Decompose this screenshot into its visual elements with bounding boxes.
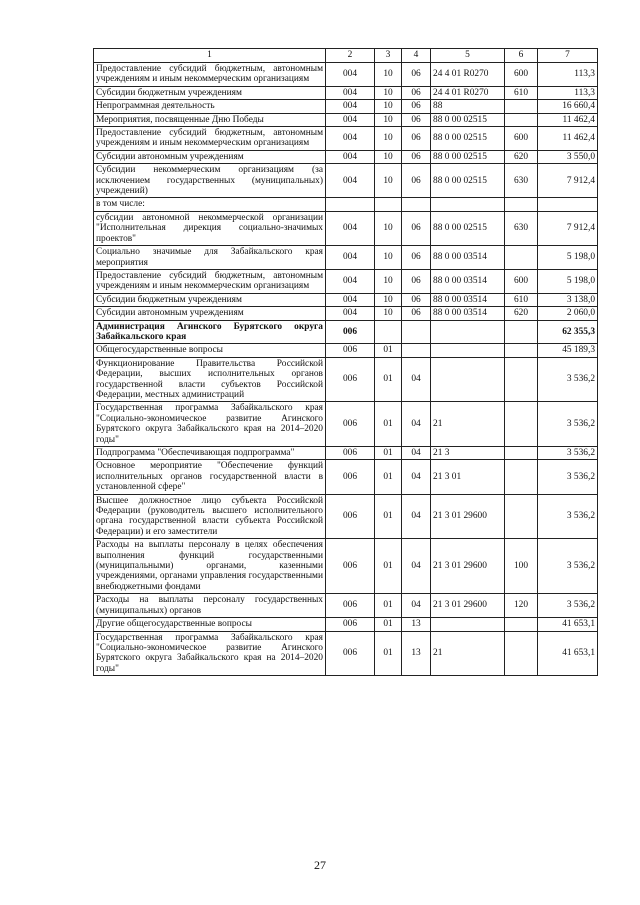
table-row: [94, 86, 598, 99]
row-admin-code: 006: [326, 631, 375, 676]
row-expense-type: [505, 402, 538, 447]
row-subsection: [402, 344, 431, 357]
row-name: Расходы на выплаты персоналу в целях обеспечения выполнения функций государственными (муниципальными) органами, казенными учреждениями, органами управления государственными внебюджетными фондами: [94, 539, 326, 594]
row-section: 10: [375, 293, 402, 306]
row-target-article: 88 0 00 03514: [431, 269, 505, 293]
row-amount: 11 462,4: [538, 113, 598, 126]
row-target-article: [431, 357, 505, 402]
row-admin-code: 006: [326, 402, 375, 447]
row-subsection: 06: [402, 127, 431, 151]
row-target-article: 21 3 01 29600: [431, 594, 505, 618]
row-name: Расходы на выплаты персоналу государственных (муниципальных) органов: [94, 594, 326, 618]
row-admin-code: 004: [326, 100, 375, 113]
row-target-article: 21: [431, 402, 505, 447]
table-row: [94, 494, 598, 539]
row-name: Подпрограмма "Обеспечивающая подпрограмма": [94, 447, 326, 460]
row-amount: 62 355,3: [538, 320, 598, 344]
row-name: Предоставление субсидий бюджетным, автономным учреждениям и иным некоммерческим организациям: [94, 63, 326, 87]
row-target-article: 21 3 01: [431, 460, 505, 494]
row-subsection: 13: [402, 631, 431, 676]
row-expense-type: 120: [505, 594, 538, 618]
row-subsection: 06: [402, 293, 431, 306]
row-section: 01: [375, 460, 402, 494]
row-section: 10: [375, 164, 402, 198]
row-admin-code: 004: [326, 293, 375, 306]
row-amount: 3 536,2: [538, 460, 598, 494]
row-amount: 16 660,4: [538, 100, 598, 113]
row-admin-code: 004: [326, 127, 375, 151]
row-subsection: 04: [402, 447, 431, 460]
row-subsection: 06: [402, 150, 431, 163]
row-subsection: [402, 198, 431, 211]
table-row: [94, 113, 598, 126]
row-amount: 3 536,2: [538, 357, 598, 402]
row-admin-code: 004: [326, 150, 375, 163]
row-name: Субсидии бюджетным учреждениям: [94, 86, 326, 99]
row-admin-code: 006: [326, 594, 375, 618]
row-amount: 5 198,0: [538, 246, 598, 270]
row-target-article: [431, 198, 505, 211]
row-subsection: 06: [402, 246, 431, 270]
row-section: 10: [375, 150, 402, 163]
table-row: [94, 150, 598, 163]
row-expense-type: 630: [505, 164, 538, 198]
row-section: 01: [375, 344, 402, 357]
row-admin-code: 004: [326, 211, 375, 245]
row-name: Предоставление субсидий бюджетным, автономным учреждениям и иным некоммерческим организациям: [94, 127, 326, 151]
row-name: Администрация Агинского Бурятского округа Забайкальского края: [94, 320, 326, 344]
row-section: 10: [375, 307, 402, 320]
row-target-article: 88 0 00 02515: [431, 113, 505, 126]
table-row: [94, 63, 598, 87]
row-name: Предоставление субсидий бюджетным, автономным учреждениям и иным некоммерческим организациям: [94, 269, 326, 293]
header-col-1: 1: [94, 49, 326, 63]
row-subsection: 04: [402, 594, 431, 618]
row-admin-code: 004: [326, 113, 375, 126]
row-subsection: 06: [402, 211, 431, 245]
table-row: [94, 307, 598, 320]
row-amount: 3 138,0: [538, 293, 598, 306]
row-subsection: 06: [402, 63, 431, 87]
row-amount: 41 653,1: [538, 618, 598, 631]
budget-table: [93, 48, 598, 676]
table-row: [94, 100, 598, 113]
row-subsection: 04: [402, 402, 431, 447]
header-col-3: 3: [375, 49, 402, 63]
row-admin-code: 004: [326, 63, 375, 87]
row-section: 01: [375, 357, 402, 402]
row-section: 01: [375, 447, 402, 460]
row-admin-code: 004: [326, 269, 375, 293]
row-name: Субсидии некоммерческим организациям (за исключением государственных (муниципальных) учреждений): [94, 164, 326, 198]
row-name: Основное мероприятие "Обеспечение функций исполнительных органов государственной власти в установленной сфере": [94, 460, 326, 494]
row-name: Функционирование Правительства Российской Федерации, высших исполнительных органов государственной власти субъектов Российской Федерации, местных администраций: [94, 357, 326, 402]
table-body: [94, 63, 598, 676]
table-row: [94, 631, 598, 676]
row-section: [375, 198, 402, 211]
row-expense-type: [505, 198, 538, 211]
row-target-article: 21 3 01 29600: [431, 539, 505, 594]
row-expense-type: [505, 460, 538, 494]
row-expense-type: 600: [505, 63, 538, 87]
row-expense-type: 620: [505, 150, 538, 163]
table-row: [94, 402, 598, 447]
row-expense-type: 600: [505, 127, 538, 151]
table-row: [94, 269, 598, 293]
table-row: [94, 618, 598, 631]
row-name: субсидии автономной некоммерческой организации "Исполнительная дирекция социально-значимых проектов": [94, 211, 326, 245]
row-expense-type: [505, 618, 538, 631]
row-expense-type: [505, 113, 538, 126]
row-admin-code: [326, 198, 375, 211]
row-expense-type: [505, 100, 538, 113]
row-name: Субсидии автономным учреждениям: [94, 307, 326, 320]
row-section: 10: [375, 86, 402, 99]
row-expense-type: [505, 344, 538, 357]
row-name: Субсидии автономным учреждениям: [94, 150, 326, 163]
table-row: [94, 164, 598, 198]
row-section: 10: [375, 113, 402, 126]
row-section: 10: [375, 100, 402, 113]
table-row: [94, 539, 598, 594]
table-row: [94, 344, 598, 357]
row-amount: 3 536,2: [538, 494, 598, 539]
row-name: Общегосударственные вопросы: [94, 344, 326, 357]
row-amount: 11 462,4: [538, 127, 598, 151]
row-target-article: 88 0 00 03514: [431, 307, 505, 320]
table-row: [94, 594, 598, 618]
row-admin-code: 004: [326, 86, 375, 99]
table-row: [94, 293, 598, 306]
row-section: 01: [375, 494, 402, 539]
row-target-article: [431, 344, 505, 357]
row-admin-code: 006: [326, 618, 375, 631]
row-expense-type: [505, 320, 538, 344]
row-admin-code: 006: [326, 357, 375, 402]
row-subsection: 13: [402, 618, 431, 631]
row-amount: 113,3: [538, 63, 598, 87]
row-amount: 113,3: [538, 86, 598, 99]
row-admin-code: 006: [326, 320, 375, 344]
row-expense-type: [505, 494, 538, 539]
row-subsection: 06: [402, 164, 431, 198]
header-col-4: 4: [402, 49, 431, 63]
table-row: [94, 246, 598, 270]
row-target-article: [431, 320, 505, 344]
row-expense-type: [505, 246, 538, 270]
row-name: Государственная программа Забайкальского края "Социально-экономическое развитие Агинского Бурятского округа Забайкальского края на 2014–2020 годы": [94, 631, 326, 676]
table-row: [94, 211, 598, 245]
row-target-article: 88 0 00 02515: [431, 211, 505, 245]
row-target-article: 88 0 00 02515: [431, 150, 505, 163]
row-expense-type: [505, 447, 538, 460]
row-section: 10: [375, 269, 402, 293]
row-admin-code: 004: [326, 307, 375, 320]
row-subsection: 06: [402, 269, 431, 293]
row-amount: 7 912,4: [538, 211, 598, 245]
row-target-article: 88 0 00 03514: [431, 293, 505, 306]
header-col-6: 6: [505, 49, 538, 63]
row-admin-code: 006: [326, 447, 375, 460]
row-amount: 3 536,2: [538, 594, 598, 618]
header-col-5: 5: [431, 49, 505, 63]
row-subsection: 04: [402, 494, 431, 539]
row-expense-type: [505, 631, 538, 676]
table-row: [94, 460, 598, 494]
row-target-article: 21 3: [431, 447, 505, 460]
page-number: 27: [314, 858, 326, 872]
table-row: [94, 357, 598, 402]
row-subsection: 06: [402, 307, 431, 320]
row-section: [375, 320, 402, 344]
row-amount: 3 536,2: [538, 402, 598, 447]
row-amount: 3 550,0: [538, 150, 598, 163]
table-row: [94, 127, 598, 151]
row-admin-code: 006: [326, 460, 375, 494]
row-target-article: [431, 618, 505, 631]
row-admin-code: 004: [326, 164, 375, 198]
row-section: 10: [375, 63, 402, 87]
table-row: [94, 320, 598, 344]
row-amount: 2 060,0: [538, 307, 598, 320]
row-expense-type: 630: [505, 211, 538, 245]
row-expense-type: 600: [505, 269, 538, 293]
row-amount: 45 189,3: [538, 344, 598, 357]
row-section: 10: [375, 246, 402, 270]
row-name: Государственная программа Забайкальского края "Социально-экономическое развитие Агинского Бурятского округа Забайкальского края на 2014–2020 годы": [94, 402, 326, 447]
row-target-article: 21 3 01 29600: [431, 494, 505, 539]
row-target-article: 88 0 00 02515: [431, 164, 505, 198]
row-subsection: 06: [402, 100, 431, 113]
row-target-article: 88: [431, 100, 505, 113]
row-subsection: 06: [402, 86, 431, 99]
row-name: в том числе:: [94, 198, 326, 211]
row-name: Мероприятия, посвященные Дню Победы: [94, 113, 326, 126]
row-subsection: 04: [402, 460, 431, 494]
row-target-article: 24 4 01 R0270: [431, 63, 505, 87]
row-subsection: 04: [402, 539, 431, 594]
row-name: Субсидии бюджетным учреждениям: [94, 293, 326, 306]
row-admin-code: 006: [326, 494, 375, 539]
row-target-article: 21: [431, 631, 505, 676]
row-section: 01: [375, 631, 402, 676]
row-amount: [538, 198, 598, 211]
row-section: 01: [375, 594, 402, 618]
row-admin-code: 004: [326, 246, 375, 270]
row-section: 10: [375, 211, 402, 245]
header-row: [94, 49, 598, 63]
row-subsection: 04: [402, 357, 431, 402]
row-expense-type: 610: [505, 86, 538, 99]
row-subsection: 06: [402, 113, 431, 126]
row-amount: 41 653,1: [538, 631, 598, 676]
row-name: Высшее должностное лицо субъекта Российской Федерации (руководитель высшего исполнительного органа государственной власти субъекта Российской Федерации) и его заместители: [94, 494, 326, 539]
row-name: Непрограммная деятельность: [94, 100, 326, 113]
row-expense-type: [505, 357, 538, 402]
row-admin-code: 006: [326, 539, 375, 594]
row-amount: 3 536,2: [538, 447, 598, 460]
header-col-7: 7: [538, 49, 598, 63]
table-row: [94, 198, 598, 211]
row-expense-type: 610: [505, 293, 538, 306]
row-expense-type: 620: [505, 307, 538, 320]
row-target-article: 24 4 01 R0270: [431, 86, 505, 99]
row-expense-type: 100: [505, 539, 538, 594]
row-subsection: [402, 320, 431, 344]
row-name: Другие общегосударственные вопросы: [94, 618, 326, 631]
row-section: 01: [375, 618, 402, 631]
row-amount: 3 536,2: [538, 539, 598, 594]
row-name: Социально значимые для Забайкальского края мероприятия: [94, 246, 326, 270]
row-admin-code: 006: [326, 344, 375, 357]
row-section: 01: [375, 402, 402, 447]
table-row: [94, 447, 598, 460]
row-target-article: 88 0 00 02515: [431, 127, 505, 151]
row-target-article: 88 0 00 03514: [431, 246, 505, 270]
row-section: 10: [375, 127, 402, 151]
row-amount: 7 912,4: [538, 164, 598, 198]
row-section: 01: [375, 539, 402, 594]
header-col-2: 2: [326, 49, 375, 63]
row-amount: 5 198,0: [538, 269, 598, 293]
